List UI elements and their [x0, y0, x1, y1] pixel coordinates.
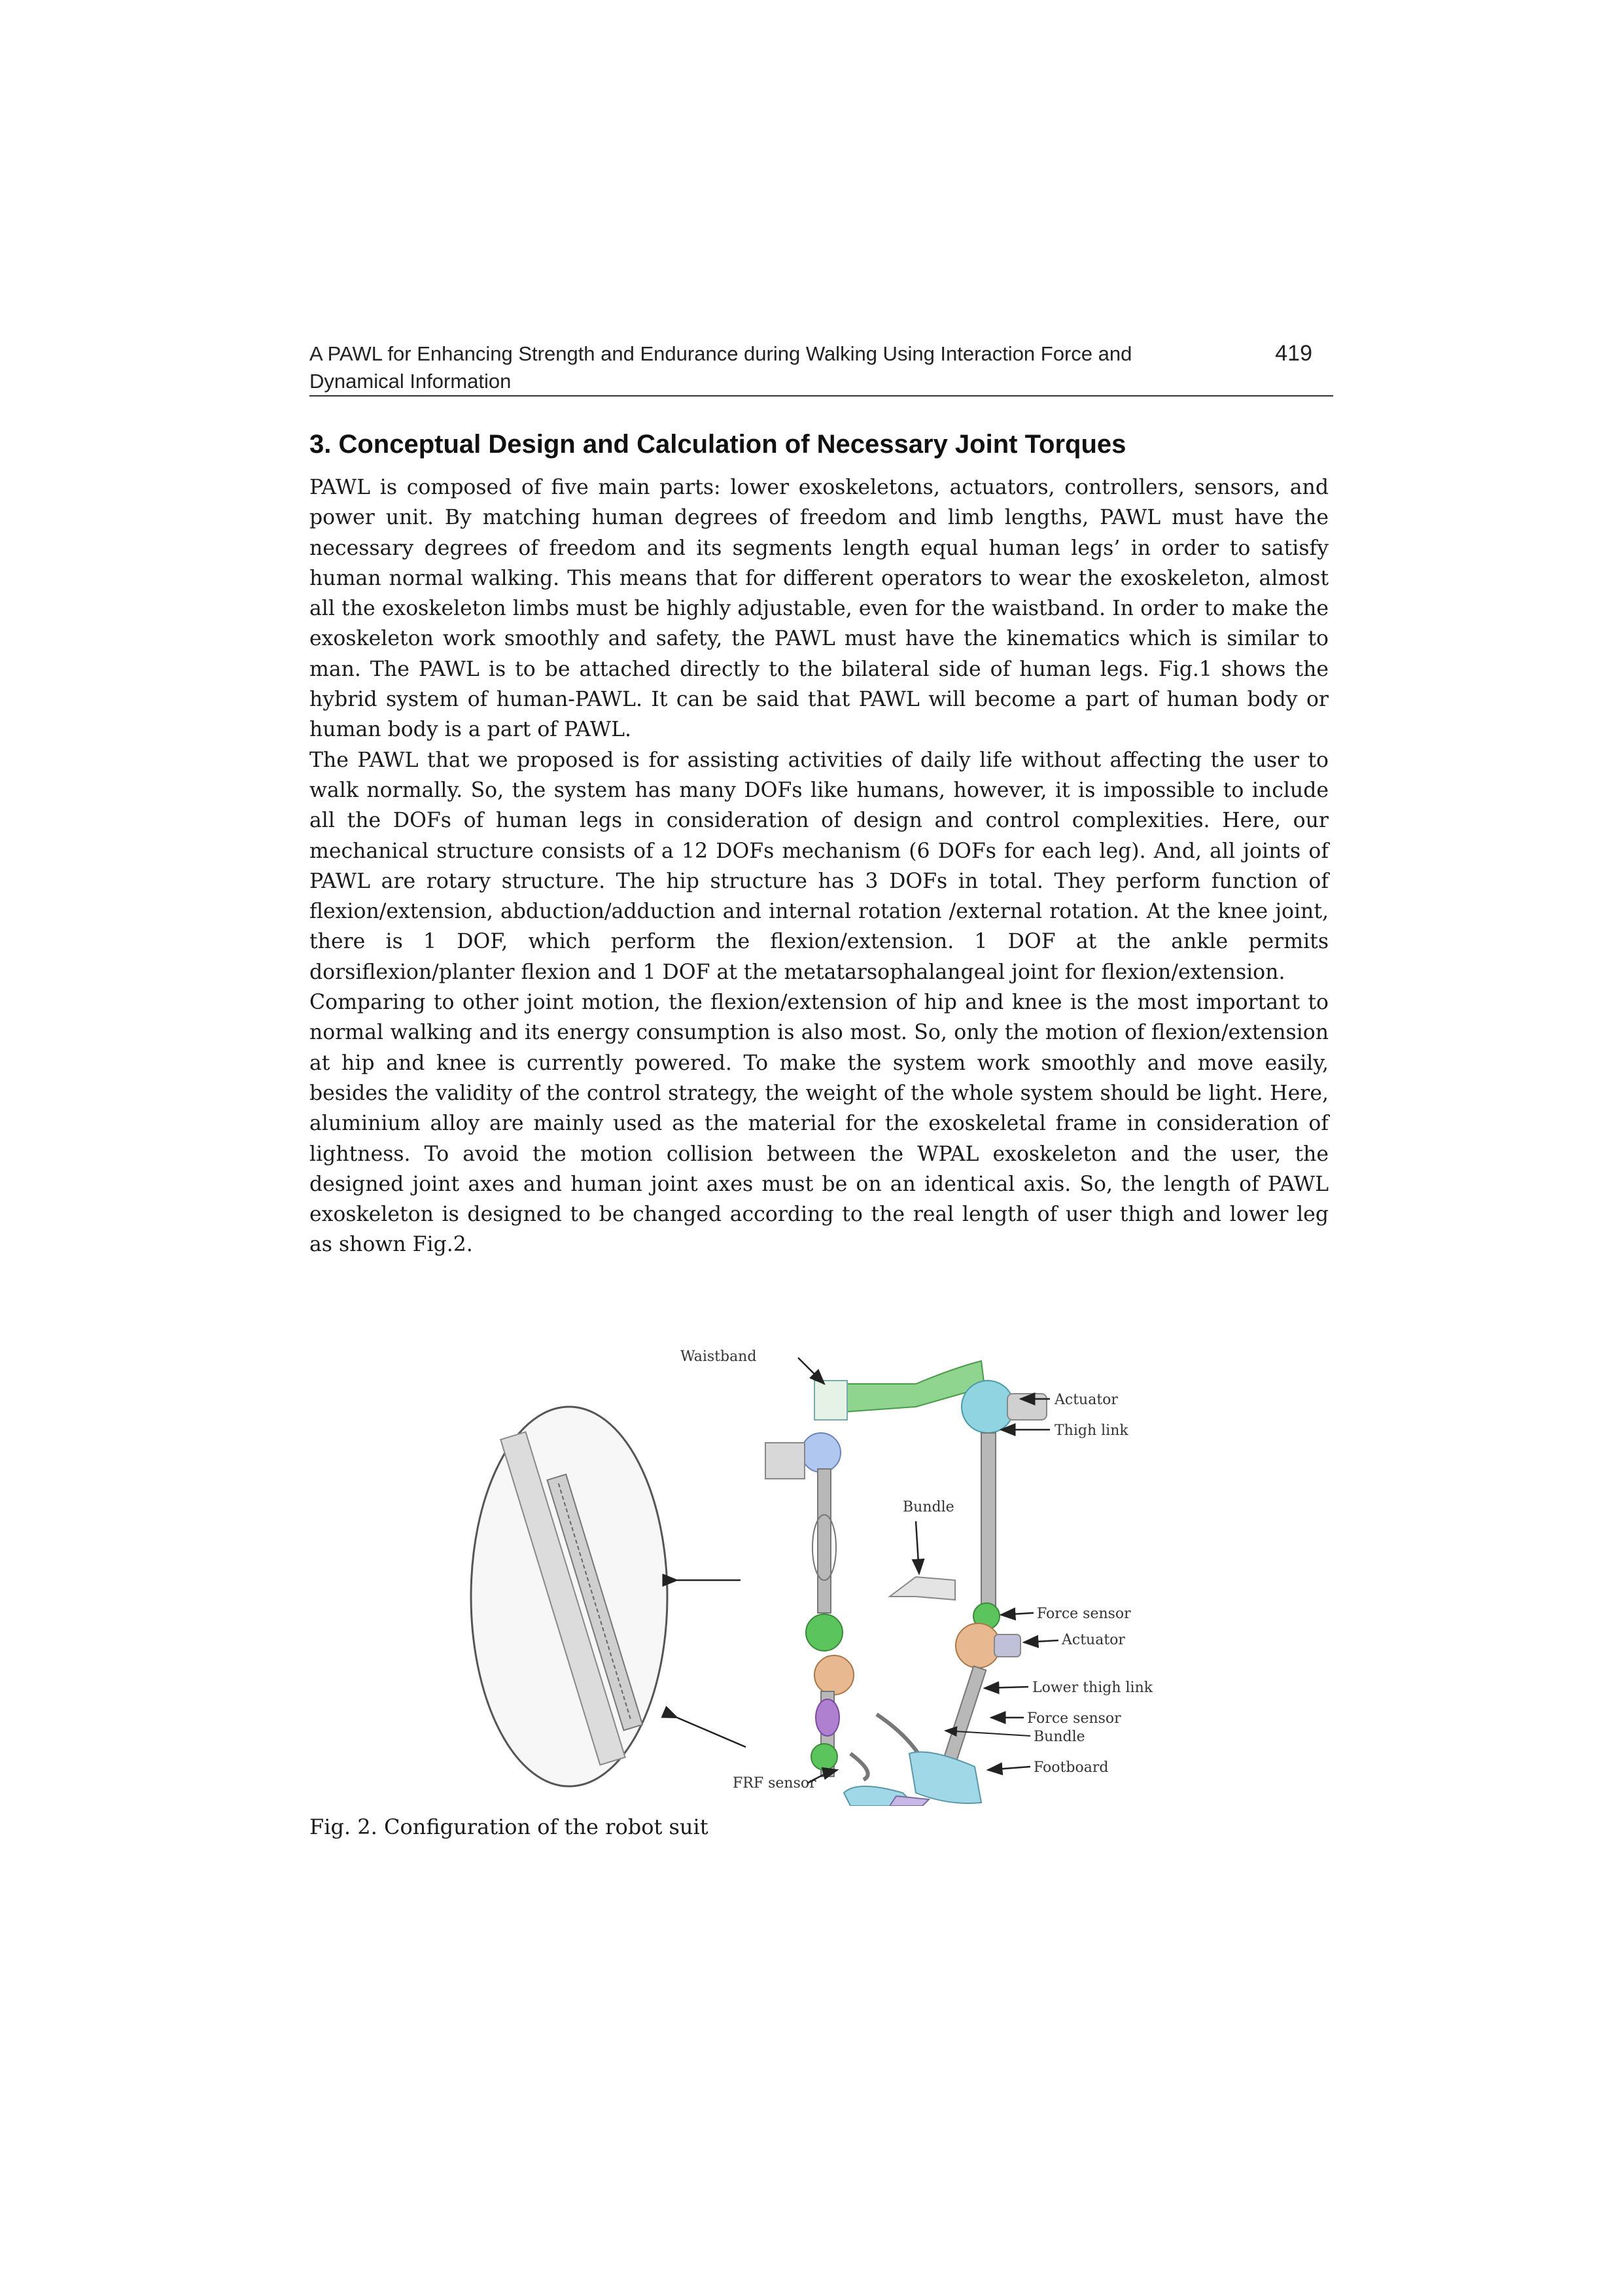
- footboard-part: [909, 1752, 981, 1804]
- paragraph-1: PAWL is composed of five main parts: lower exoskeletons, actuators, controllers, sensors, and power unit. By matching human degrees of freedom and limb lengths, PAWL must have the necessary degrees of freedom and its segments length equal human legs’ in order to satisfy human normal walking. This means that for different operators to wear the exoskeleton, almost all the exoskeleton limbs must be highly adjustable, even for the waistband. In order to make the exoskeleton work smoothly and safety, the PAWL must have the kinematics which is similar to man. The PAWL is to be attached directly to the bilateral side of human legs. Fig.1 shows the hybrid system of human-PAWL. It can be said that PAWL will become a part of human body or human body is a part of PAWL.: [309, 476, 1329, 742]
- running-title: A PAWL for Enhancing Strength and Endurance during Walking Using Interaction Force and Dynamical Information: [309, 342, 1132, 393]
- waistband-part: [824, 1361, 985, 1413]
- knee-actuator: [956, 1623, 1000, 1668]
- page-number: 419: [1275, 341, 1312, 366]
- label-lower-thigh-link: Lower thigh link: [1032, 1680, 1153, 1696]
- label-force-sensor-top: Force sensor: [1037, 1606, 1131, 1622]
- label-bundle-bottom: Bundle: [1034, 1729, 1085, 1745]
- paragraph-2: The PAWL that we proposed is for assisting activities of daily life without affecting the user to walk normally. So, the system has many DOFs like humans, however, it is impossible to include all the DOFs of human legs in consideration of design and control complexities. Here, our mechanical structure consists of a 12 DOFs mechanism (6 DOFs for each leg). And, all joints of PAWL are rotary structure. The hip structure has 3 DOFs in total. They perform function of flexion/extension, abduction/adduction and internal rotation /external rotation. At the knee joint, there is 1 DOF, which perform the flexion/extension. 1 DOF at the ankle permits dorsiflexion/planter flexion and 1 DOF at the metatarsophalangeal joint for flexion/extension.: [309, 748, 1329, 984]
- label-actuator-knee: Actuator: [1062, 1632, 1125, 1648]
- paragraph-3: Comparing to other joint motion, the flexion/extension of hip and knee is the most important to normal walking and its energy consumption is also most. So, only the motion of flexion/extension at hip and knee is currently powered. To make the system work smoothly and move easily, besides the validity of the control strategy, the weight of the whole system should be light. Here, aluminium alloy are mainly used as the material for the exoskeletal frame in consideration of lightness. To avoid the motion collision between the WPAL exoskeleton and the user, the designed joint axes and human joint axes must be on an identical axis. So, the length of PAWL exoskeleton is designed to be changed according to the real length of user thigh and lower leg as shown Fig.2.: [309, 991, 1329, 1257]
- section-heading: 3. Conceptual Design and Calculation of Necessary Joint Torques: [309, 430, 1126, 459]
- label-waistband: Waistband: [680, 1349, 757, 1365]
- robot-suit-diagram: [458, 1322, 1178, 1806]
- label-footboard: Footboard: [1034, 1759, 1109, 1776]
- robot-suit-figure: [458, 1322, 1178, 1806]
- running-header: [309, 340, 1333, 397]
- exoskeleton-illustration: [765, 1361, 1047, 1806]
- hip-actuator: [962, 1381, 1014, 1433]
- label-frf-sensor: FRF sensor: [733, 1775, 816, 1792]
- figure-caption: Fig. 2. Configuration of the robot suit: [309, 1814, 708, 1839]
- label-bundle-top: Bundle: [903, 1499, 954, 1515]
- right-thigh-link: [981, 1433, 996, 1610]
- label-actuator-top: Actuator: [1055, 1392, 1118, 1408]
- body-text: [309, 472, 1329, 1260]
- label-force-sensor-bottom: Force sensor: [1027, 1710, 1121, 1727]
- label-thigh-link: Thigh link: [1055, 1422, 1128, 1439]
